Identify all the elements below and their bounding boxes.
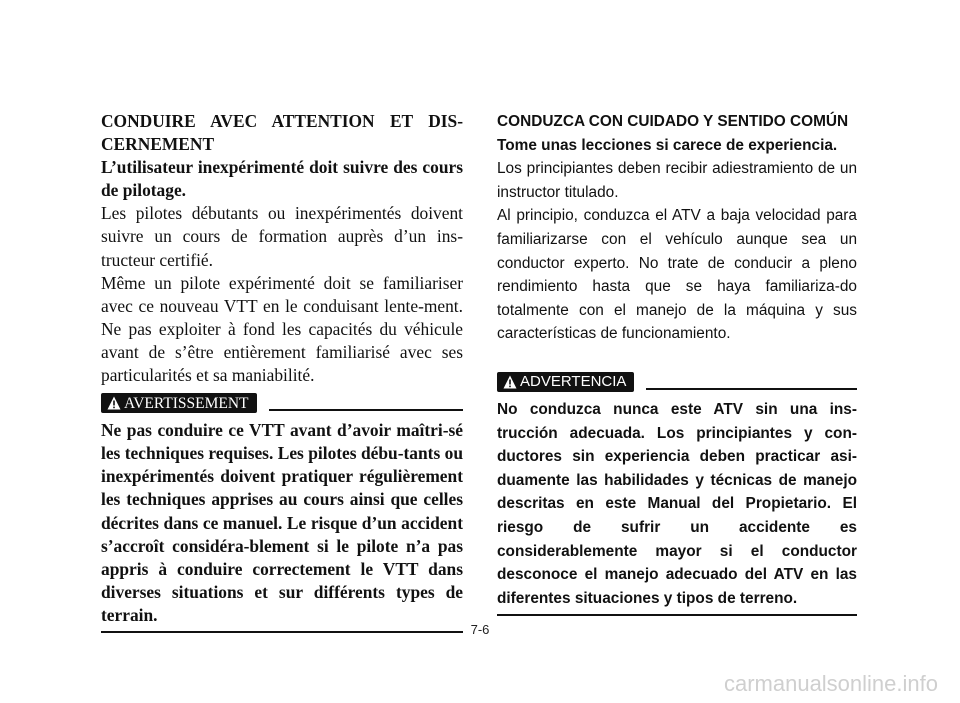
section-heading: CONDUIRE AVEC ATTENTION ET DIS-CERNEMENT: [101, 111, 463, 155]
body-paragraph: Même un pilote expérimenté doit se familiariser avec ce nouveau VTT en le conduisant lente-ment. Ne pas exploiter à fond les capacités du véhicule avant de s’être entièrement familiarisé avec ses particularités et sa maniabilité.: [101, 272, 463, 386]
warning-badge: [101, 393, 257, 413]
warning-text: No conduzca nunca este ATV sin una ins-trucción adecuada. Los principiantes y con-ductores sin experiencia deben practicar asi-duamente las habilidades y técnicas de manejo descritas en este Manual del Propietario. El riesgo de sufrir un accidente es considerablemente mayor si el conductor desconoce el manejo adecuado del ATV en las diferentes situaciones y tipos de terreno.: [497, 400, 857, 607]
body-paragraph: Los principiantes deben recibir adiestramiento de un instructor titulado.: [497, 160, 857, 201]
divider: [497, 614, 857, 616]
section-heading: CONDUZCA CON CUIDADO Y SENTIDO COMÚN: [497, 113, 849, 130]
section-subheading: Tome unas lecciones si carece de experiencia.: [497, 136, 838, 154]
body-paragraph: Al principio, conduzca el ATV a baja velocidad para familiarizarse con el vehículo aunque sea un conductor experto. No trate de conducir a pleno rendimiento hasta que se haya familiariza-do totalmente con el manejo de la máquina y sus características de funcionamiento.: [497, 207, 857, 343]
warning-badge: [497, 372, 634, 392]
warning-triangle-icon: [107, 396, 121, 410]
spanish-column: [497, 110, 857, 616]
watermark: carmanualsonline.info: [723, 671, 938, 696]
warning-label: ADVERTENCIA: [520, 373, 627, 391]
warning-header: [101, 393, 463, 413]
page-number: 7-6: [470, 622, 490, 637]
warning-triangle-icon: [503, 375, 517, 389]
section-subheading: L’utilisateur inexpérimenté doit suivre des cours de pilotage.: [101, 157, 463, 201]
warning-header: [497, 372, 857, 392]
body-paragraph: Les pilotes débutants ou inexpérimentés doivent suivre un cours de formation auprès d’un ins-tructeur certifié.: [101, 203, 463, 270]
warning-label: AVERTISSEMENT: [124, 394, 249, 412]
divider: [269, 409, 463, 411]
divider: [646, 388, 857, 390]
french-column: [101, 110, 463, 633]
warning-text: Ne pas conduire ce VTT avant d’avoir maîtri-sé les techniques requises. Les pilotes débu-tants ou inexpérimentés doivent pratiquer régulièrement les techniques apprises au cours ainsi que celles décrites dans ce manuel. Le risque d’un accident s’accroît considéra-blement si le pilote n’a pas appris à conduire correctement le VTT dans diverses situations et sur différents types de terrain.: [101, 420, 463, 625]
